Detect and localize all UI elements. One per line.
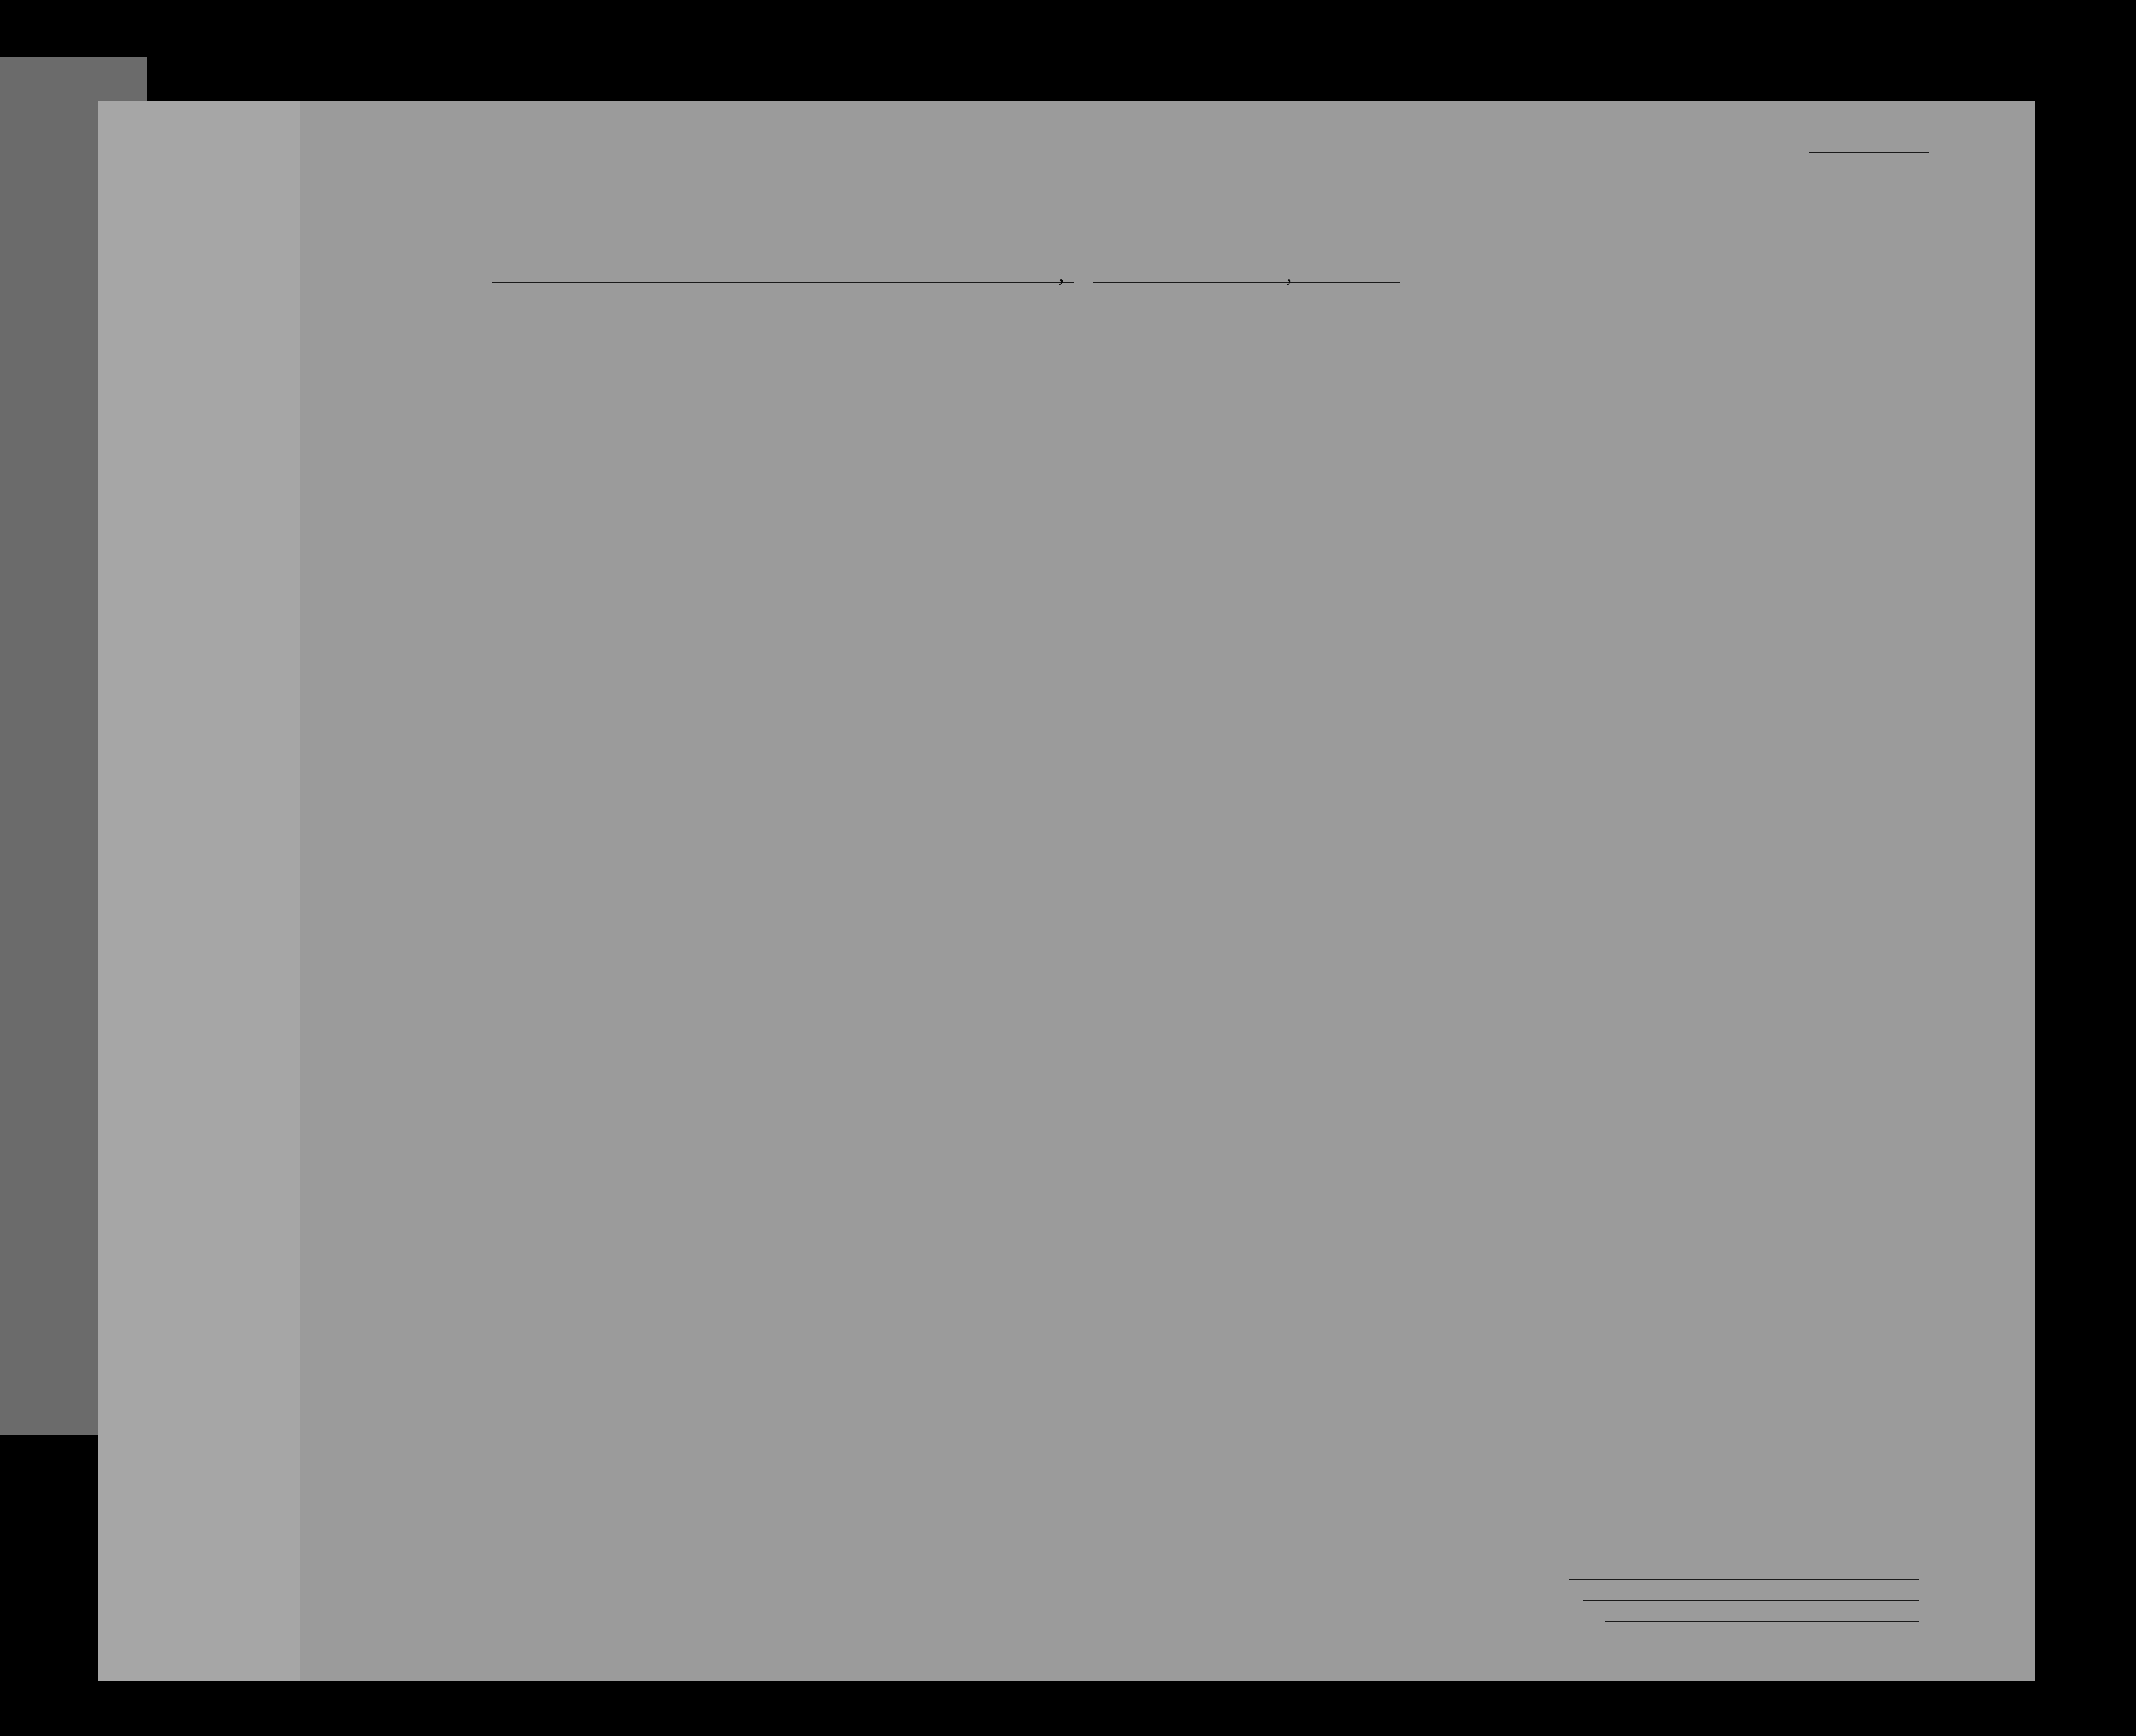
list-underline [1809,152,1929,153]
comma: , [1058,260,1065,287]
comma: , [1286,260,1292,287]
date-underline [1093,282,1400,283]
manifest-sheet [98,101,2035,1681]
port-underline [492,282,1074,283]
agents-underline [1605,1621,1919,1622]
arrival-date-stamp [785,245,799,271]
line-underline [1569,1579,1919,1580]
manifest-grid [98,101,2035,1681]
owners-underline [1583,1600,1919,1601]
